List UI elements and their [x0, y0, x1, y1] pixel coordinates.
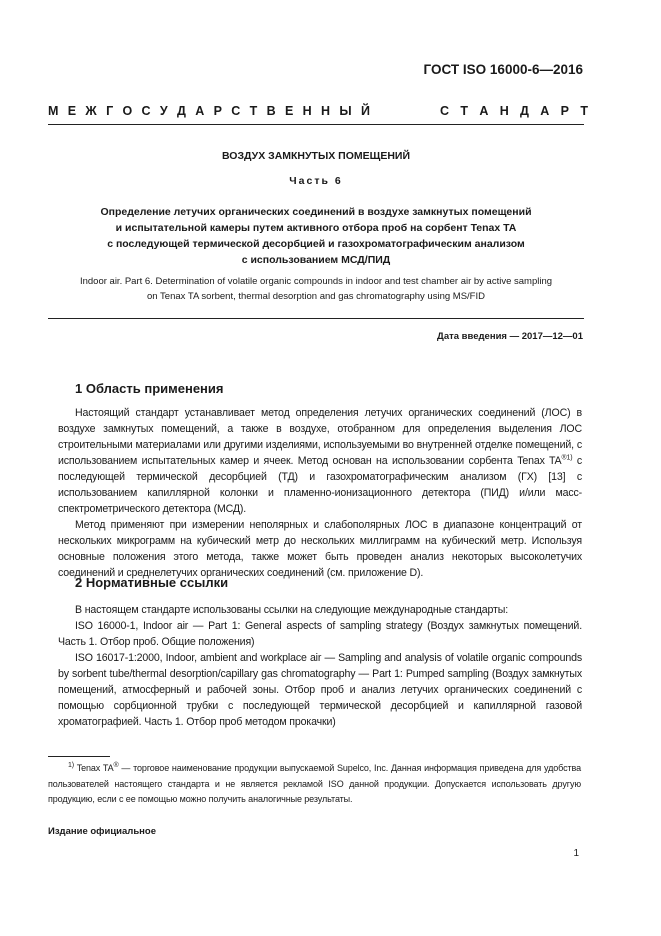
- subtitle-line: Определение летучих органических соединений в воздухе замкнутых помещений: [100, 206, 532, 218]
- paragraph: ISO 16017-1:2000, Indoor, ambient and workplace air — Sampling and analysis of volatile organic compounds by sorbent tube/thermal desorption/capillary gas chromatography — Part 1: Pumped sampling (Воздух замкнутых помещений, атмосферный и рабочей зоны. Отбор проб и анализ летучих органических соединений с помощью сорбционной трубки с последующей термической десорбцией и капиллярной газовой хроматографией. Часть 1. Отбор проб методом прокачки): [58, 652, 582, 728]
- footnote-ref: ®1): [561, 454, 573, 462]
- paragraph: Настоящий стандарт устанавливает метод определения летучих органических соединений (ЛОС) в воздухе замкнутых помещений, а также в воздухе, отобранном для определения выделения ЛОС строительными материалами или другими изделиями, используемыми во внутренней отделке помещений, с использованием испытательных камер и ячеек. Метод основан на использовании сорбента Tenax $TA^{®1)}$ с последующей термической десорбцией (ТД) и газохроматографическим анализом (ГХ) [13] с использованием капиллярной колонки и пламенно-ионизационного детектора (ПИД) и/или масс-спектрометрического детектора (МСД).: [58, 407, 582, 515]
- subtitle: [48, 204, 584, 268]
- subtitle-line: с последующей термической десорбцией и газохроматографическим анализом: [107, 238, 525, 250]
- title-divider: [48, 318, 584, 319]
- official-edition-label: Издание официальное: [48, 826, 156, 837]
- section-2-body: [58, 602, 582, 730]
- introduction-date: Дата введения — 2017—12—01: [437, 331, 583, 342]
- standard-title: ВОЗДУХ ЗАМКНУТЫХ ПОМЕЩЕНИЙ: [221, 150, 410, 162]
- banner-word-interstate: М Е Ж Г О С У Д А Р С Т В Е Н Н Ы Й: [48, 104, 370, 118]
- banner-word-standard: С Т А Н Д А Р Т: [440, 104, 588, 118]
- english-title-line: Indoor air. Part 6. Determination of volatile organic compounds in indoor and test chamber air by active sampling: [79, 276, 553, 287]
- subtitle-line: и испытательной камеры путем активного отбора проб на сорбент Tenax TA: [115, 222, 517, 234]
- top-divider: [48, 124, 584, 125]
- footnote: $^{1)}$ Tenax TA® — торговое наименование продукции выпускаемой Supelco, Inc. Данная информация приведена для удобства пользователей настоящего стандарта и не является рекламой ISO данной продукции. Допускается использовать другую продукцию, если с ее помощью можно получить аналогичные результаты.: [48, 762, 581, 804]
- section-1-heading: 1 Область применения: [75, 381, 224, 396]
- english-title-line: on Tenax TA sorbent, thermal desorption and gas chromatography using MS/FID: [147, 291, 485, 302]
- footnote-marker: 1): [68, 762, 75, 769]
- part-number: Часть 6: [289, 175, 343, 187]
- footnote-divider: [48, 756, 110, 757]
- section-2-heading: 2 Нормативные ссылки: [75, 575, 229, 590]
- english-title: [48, 274, 584, 304]
- paragraph: В настоящем стандарте использованы ссылки на следующие международные стандарты:: [75, 604, 509, 616]
- document-number: ГОСТ ISO 16000-6—2016: [423, 62, 583, 77]
- subtitle-line: с использованием МСД/ПИД: [241, 254, 391, 266]
- paragraph: ISO 16000-1, Indoor air — Part 1: General aspects of sampling strategy (Воздух замкнутых помещений. Часть 1. Отбор проб. Общие положения): [58, 620, 582, 648]
- section-1-body: [58, 405, 582, 581]
- paragraph: Метод применяют при измерении неполярных и слабополярных ЛОС в диапазоне концентраций от нескольких микрограмм на кубический метр до нескольких миллиграмм на кубический метр. Используя основные положения этого метода, также может быть проведен анализ некоторых высоколетучих соединений и среднелетучих органических соединений (см. приложение D).: [58, 519, 582, 579]
- page-number: 1: [573, 848, 579, 859]
- interstate-standard-banner: [48, 104, 588, 118]
